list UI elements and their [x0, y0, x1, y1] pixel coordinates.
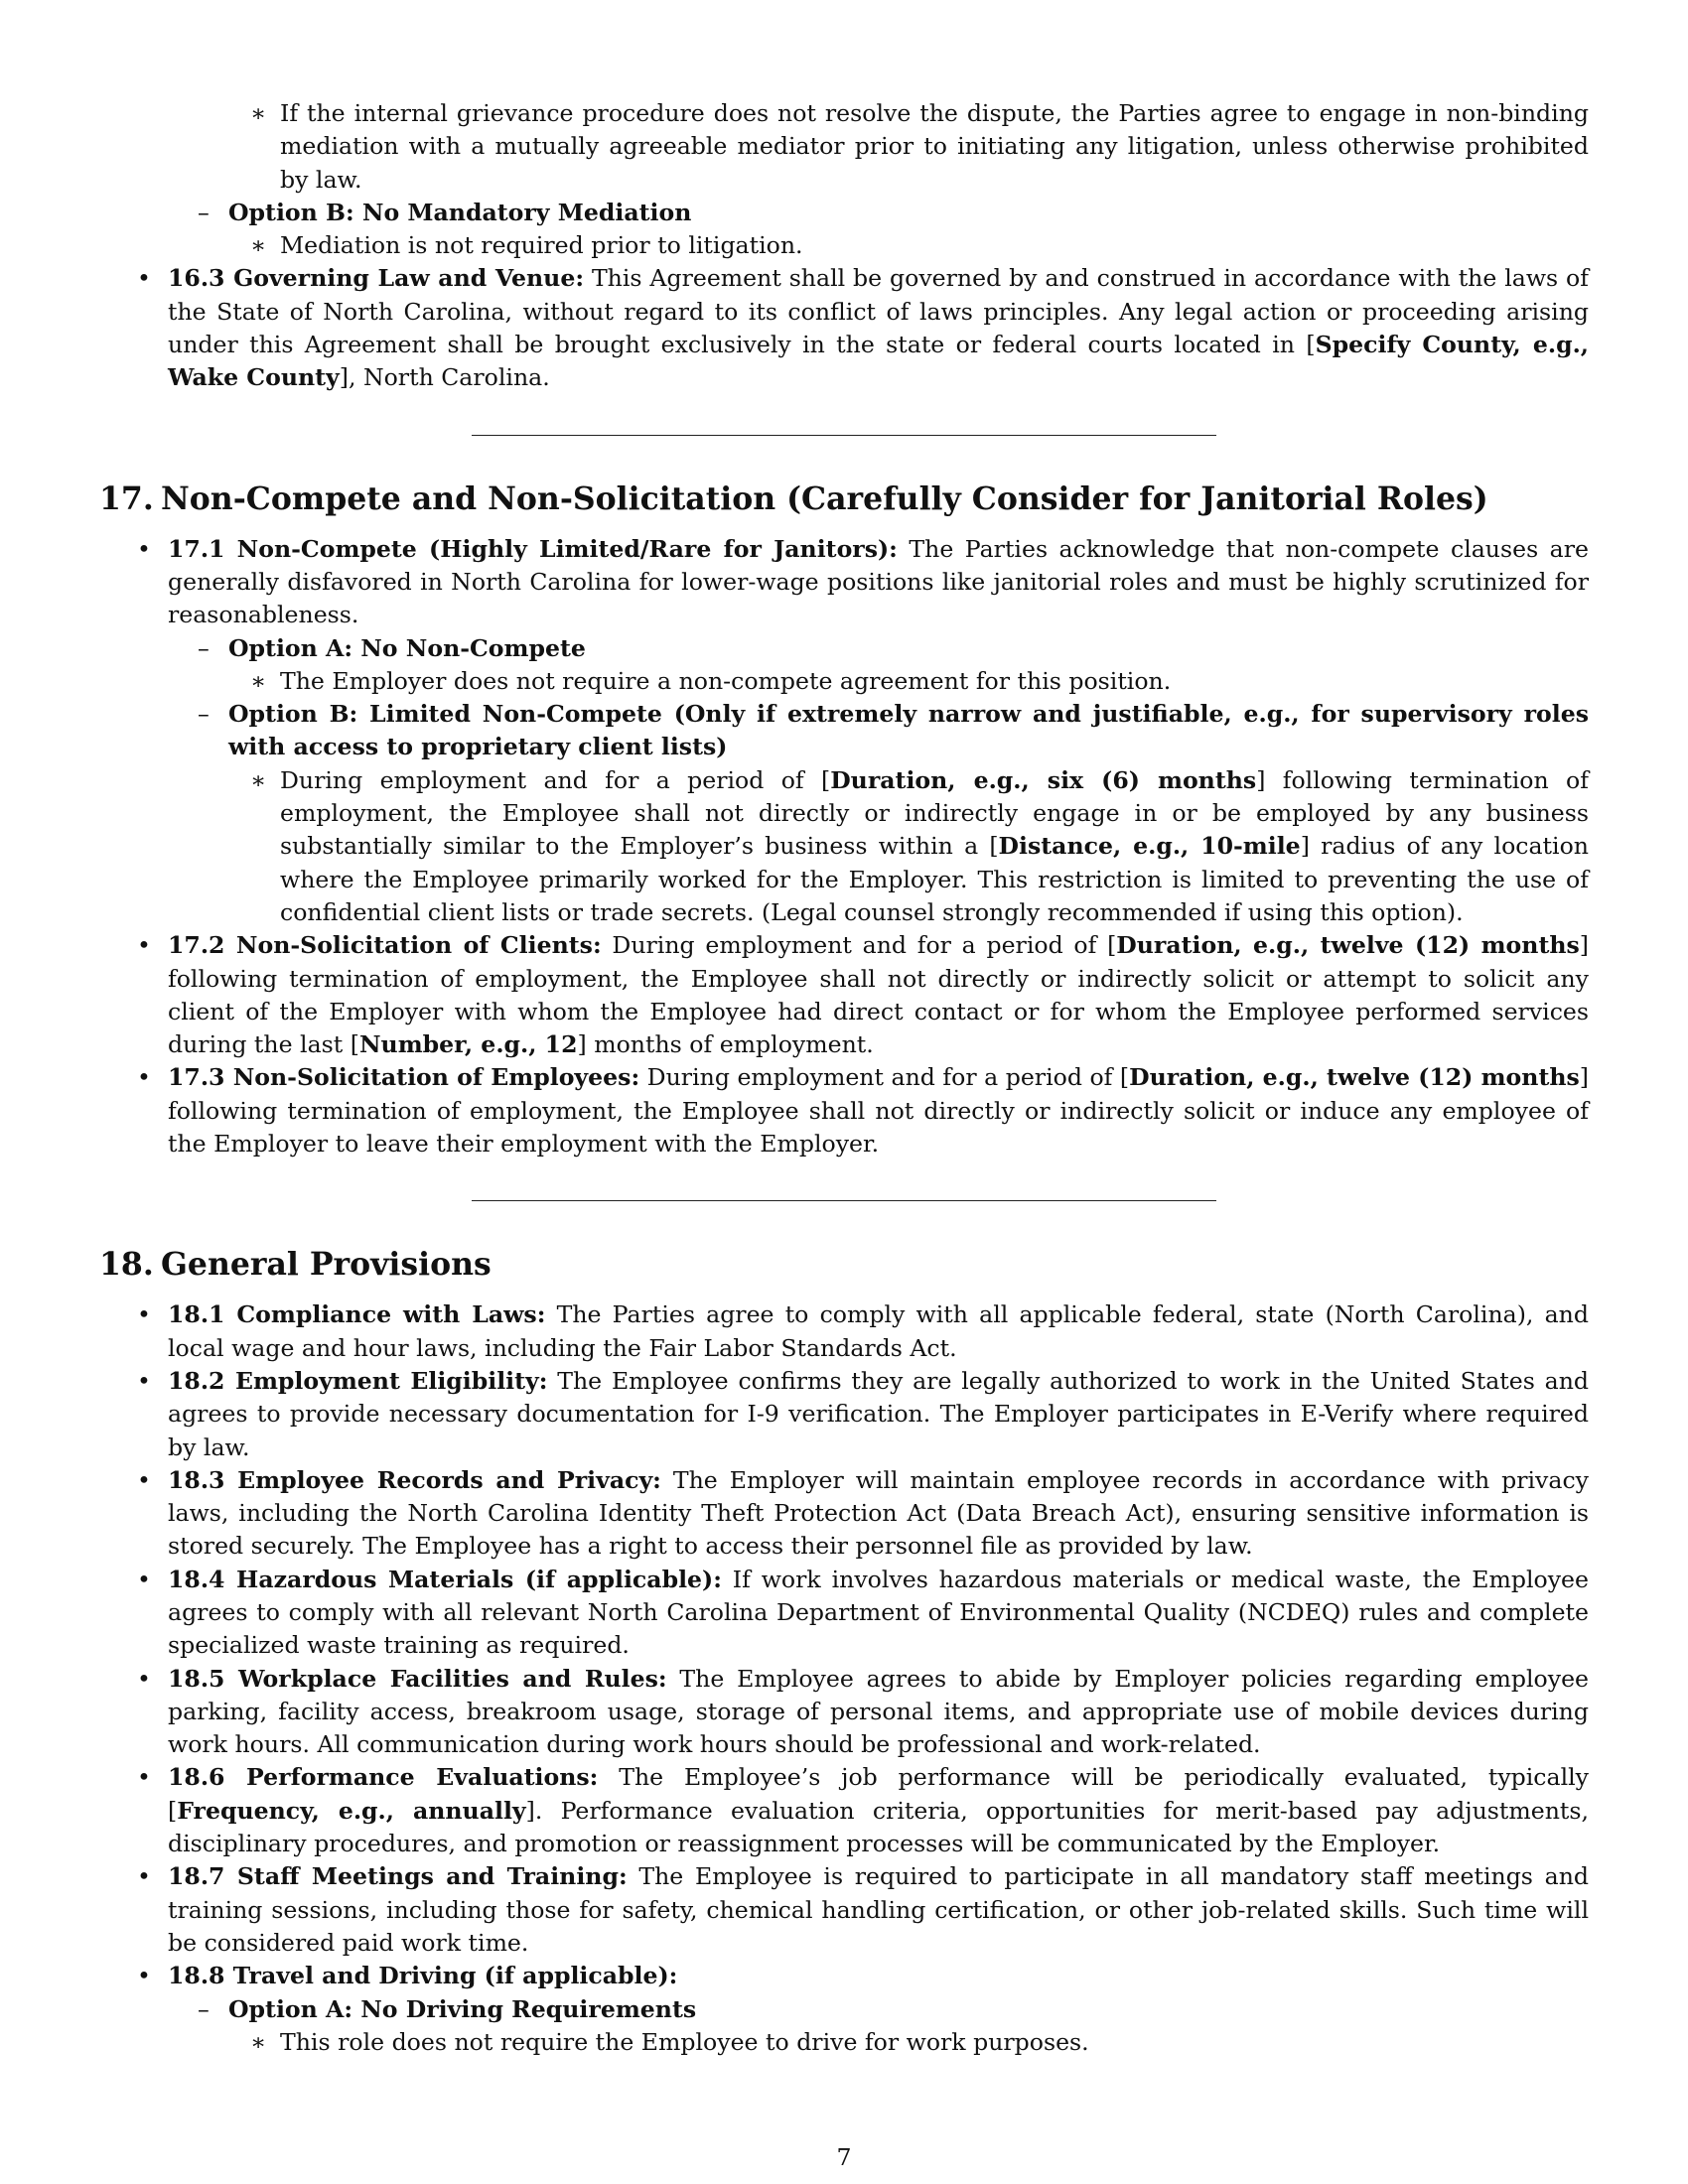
section-divider — [472, 1200, 1216, 1201]
placeholder-duration: Duration, e.g., twelve (12) months — [1129, 1063, 1580, 1092]
section-divider — [472, 435, 1216, 436]
placeholder-distance: Distance, e.g., 10-mile — [998, 832, 1301, 861]
section-17-list — [99, 533, 1589, 1161]
non-compete-option-a-heading: – Option A: No Non-Compete — [99, 632, 1589, 665]
item-18-2: • 18.2 Employment Eligibility: The Employee confirms they are legally authorized to work in the United States and agrees to provide necessary documentation for I-9 verification. The Employer participates in E-Verify where required by law. — [99, 1365, 1589, 1464]
item-18-5: • 18.5 Workplace Facilities and Rules: The Employee agrees to abide by Employer policies regarding employee parking, facility access, breakroom usage, storage of personal items, and appropriate use of mobile devices during work hours. All communication during work hours should be professional and work-related. — [99, 1663, 1589, 1762]
section-17-title: 17. Non-Compete and Non-Solicitation (Carefully Consider for Janitorial Roles) — [99, 479, 1488, 517]
driving-option-a-heading: – Option A: No Driving Requirements — [99, 1993, 1589, 2026]
placeholder-frequency: Frequency, e.g., annually — [177, 1796, 526, 1825]
item-18-3: • 18.3 Employee Records and Privacy: The Employer will maintain employee records in accordance with privacy laws, including the North Carolina Identity Theft Protection Act (Data Breach Act), ensuring sensitive information is stored securely. The Employee has a right to access their personnel file as provided by law. — [99, 1464, 1589, 1564]
item-17-1: • 17.1 Non-Compete (Highly Limited/Rare for Janitors): The Parties acknowledge that non-compete clauses are generally disfavored in North Carolina for lower-wage positions like janitorial roles and must be highly scrutinized for reasonableness. — [99, 533, 1589, 632]
page-number: 7 — [836, 2143, 852, 2171]
item-16-3: • 16.3 Governing Law and Venue: This Agreement shall be governed by and construed in accordance with the laws of the State of North Carolina, without regard to its conflict of laws principles. Any legal action or proceeding arising under this Agreement shall be brought exclusively in the state or federal courts located in [Specify County, e.g., Wake County], North Carolina. — [99, 262, 1589, 394]
placeholder-number: Number, e.g., 12 — [358, 1030, 578, 1059]
non-compete-option-b-heading: – Option B: Limited Non-Compete (Only if extremely narrow and justifiable, e.g., for supervisory roles with access to proprietary client lists) — [99, 698, 1589, 764]
item-18-6: • 18.6 Performance Evaluations: The Employee’s job performance will be periodically evaluated, typically [Frequency, e.g., annually]. Performance evaluation criteria, opportunities for merit-based pay adjustments, disciplinary procedures, and promotion or reassignment processes will be communicated by the Employer. — [99, 1761, 1589, 1860]
placeholder-duration: Duration, e.g., six (6) months — [830, 765, 1257, 794]
mediation-option-b-bullet: ∗ Mediation is not required prior to litigation. — [99, 229, 1589, 262]
section-16-continuation — [99, 97, 1589, 395]
page-content — [99, 97, 1589, 2059]
mediation-option-a-bullet: ∗ If the internal grievance procedure does not resolve the dispute, the Parties agree to engage in non-binding mediation with a mutually agreeable mediator prior to initiating any litigation, unless otherwise prohibited by law. — [99, 97, 1589, 197]
item-17-3: • 17.3 Non-Solicitation of Employees: During employment and for a period of [Duration, e.g., twelve (12) months] following termination of employment, the Employee shall not directly or indirectly solicit or induce any employee of the Employer to leave their employment with the Employer. — [99, 1061, 1589, 1160]
placeholder-duration: Duration, e.g., twelve (12) months — [1116, 931, 1580, 960]
non-compete-option-b-bullet: ∗ During employment and for a period of [Duration, e.g., six (6) months] following termination of employment, the Employee shall not directly or indirectly engage in or be employed by any business substantially similar to the Employer’s business within a [Distance, e.g., 10-mile] radius of any location where the Employee primarily worked for the Employer. This restriction is limited to preventing the use of confidential client lists or trade secrets. (Legal counsel strongly recommended if using this option). — [99, 764, 1589, 929]
mediation-option-b-heading: – Option B: No Mandatory Mediation — [99, 197, 1589, 229]
driving-option-a-bullet: ∗ This role does not require the Employee to drive for work purposes. — [99, 2026, 1589, 2059]
item-18-7: • 18.7 Staff Meetings and Training: The Employee is required to participate in all mandatory staff meetings and training sessions, including those for safety, chemical handling certification, or other job-related skills. Such time will be considered paid work time. — [99, 1860, 1589, 1960]
section-18-title: 18. General Provisions — [99, 1246, 492, 1284]
non-compete-option-a-bullet: ∗ The Employer does not require a non-compete agreement for this position. — [99, 665, 1589, 698]
item-18-1: • 18.1 Compliance with Laws: The Parties agree to comply with all applicable federal, state (North Carolina), and local wage and hour laws, including the Fair Labor Standards Act. — [99, 1298, 1589, 1365]
item-18-8: • 18.8 Travel and Driving (if applicable): — [99, 1960, 1589, 1992]
item-17-2: • 17.2 Non-Solicitation of Clients: During employment and for a period of [Duration, e.g., twelve (12) months] following termination of employment, the Employee shall not directly or indirectly solicit or attempt to solicit any client of the Employer with whom the Employee had direct contact or for whom the Employee performed services during the last [Number, e.g., 12] months of employment. — [99, 929, 1589, 1061]
section-18-list — [99, 1298, 1589, 2059]
item-18-4: • 18.4 Hazardous Materials (if applicable): If work involves hazardous materials or medical waste, the Employee agrees to comply with all relevant North Carolina Department of Environmental Quality (NCDEQ) rules and complete specialized waste training as required. — [99, 1564, 1589, 1663]
placeholder-county: Specify County, e.g., Wake County — [168, 331, 1589, 392]
